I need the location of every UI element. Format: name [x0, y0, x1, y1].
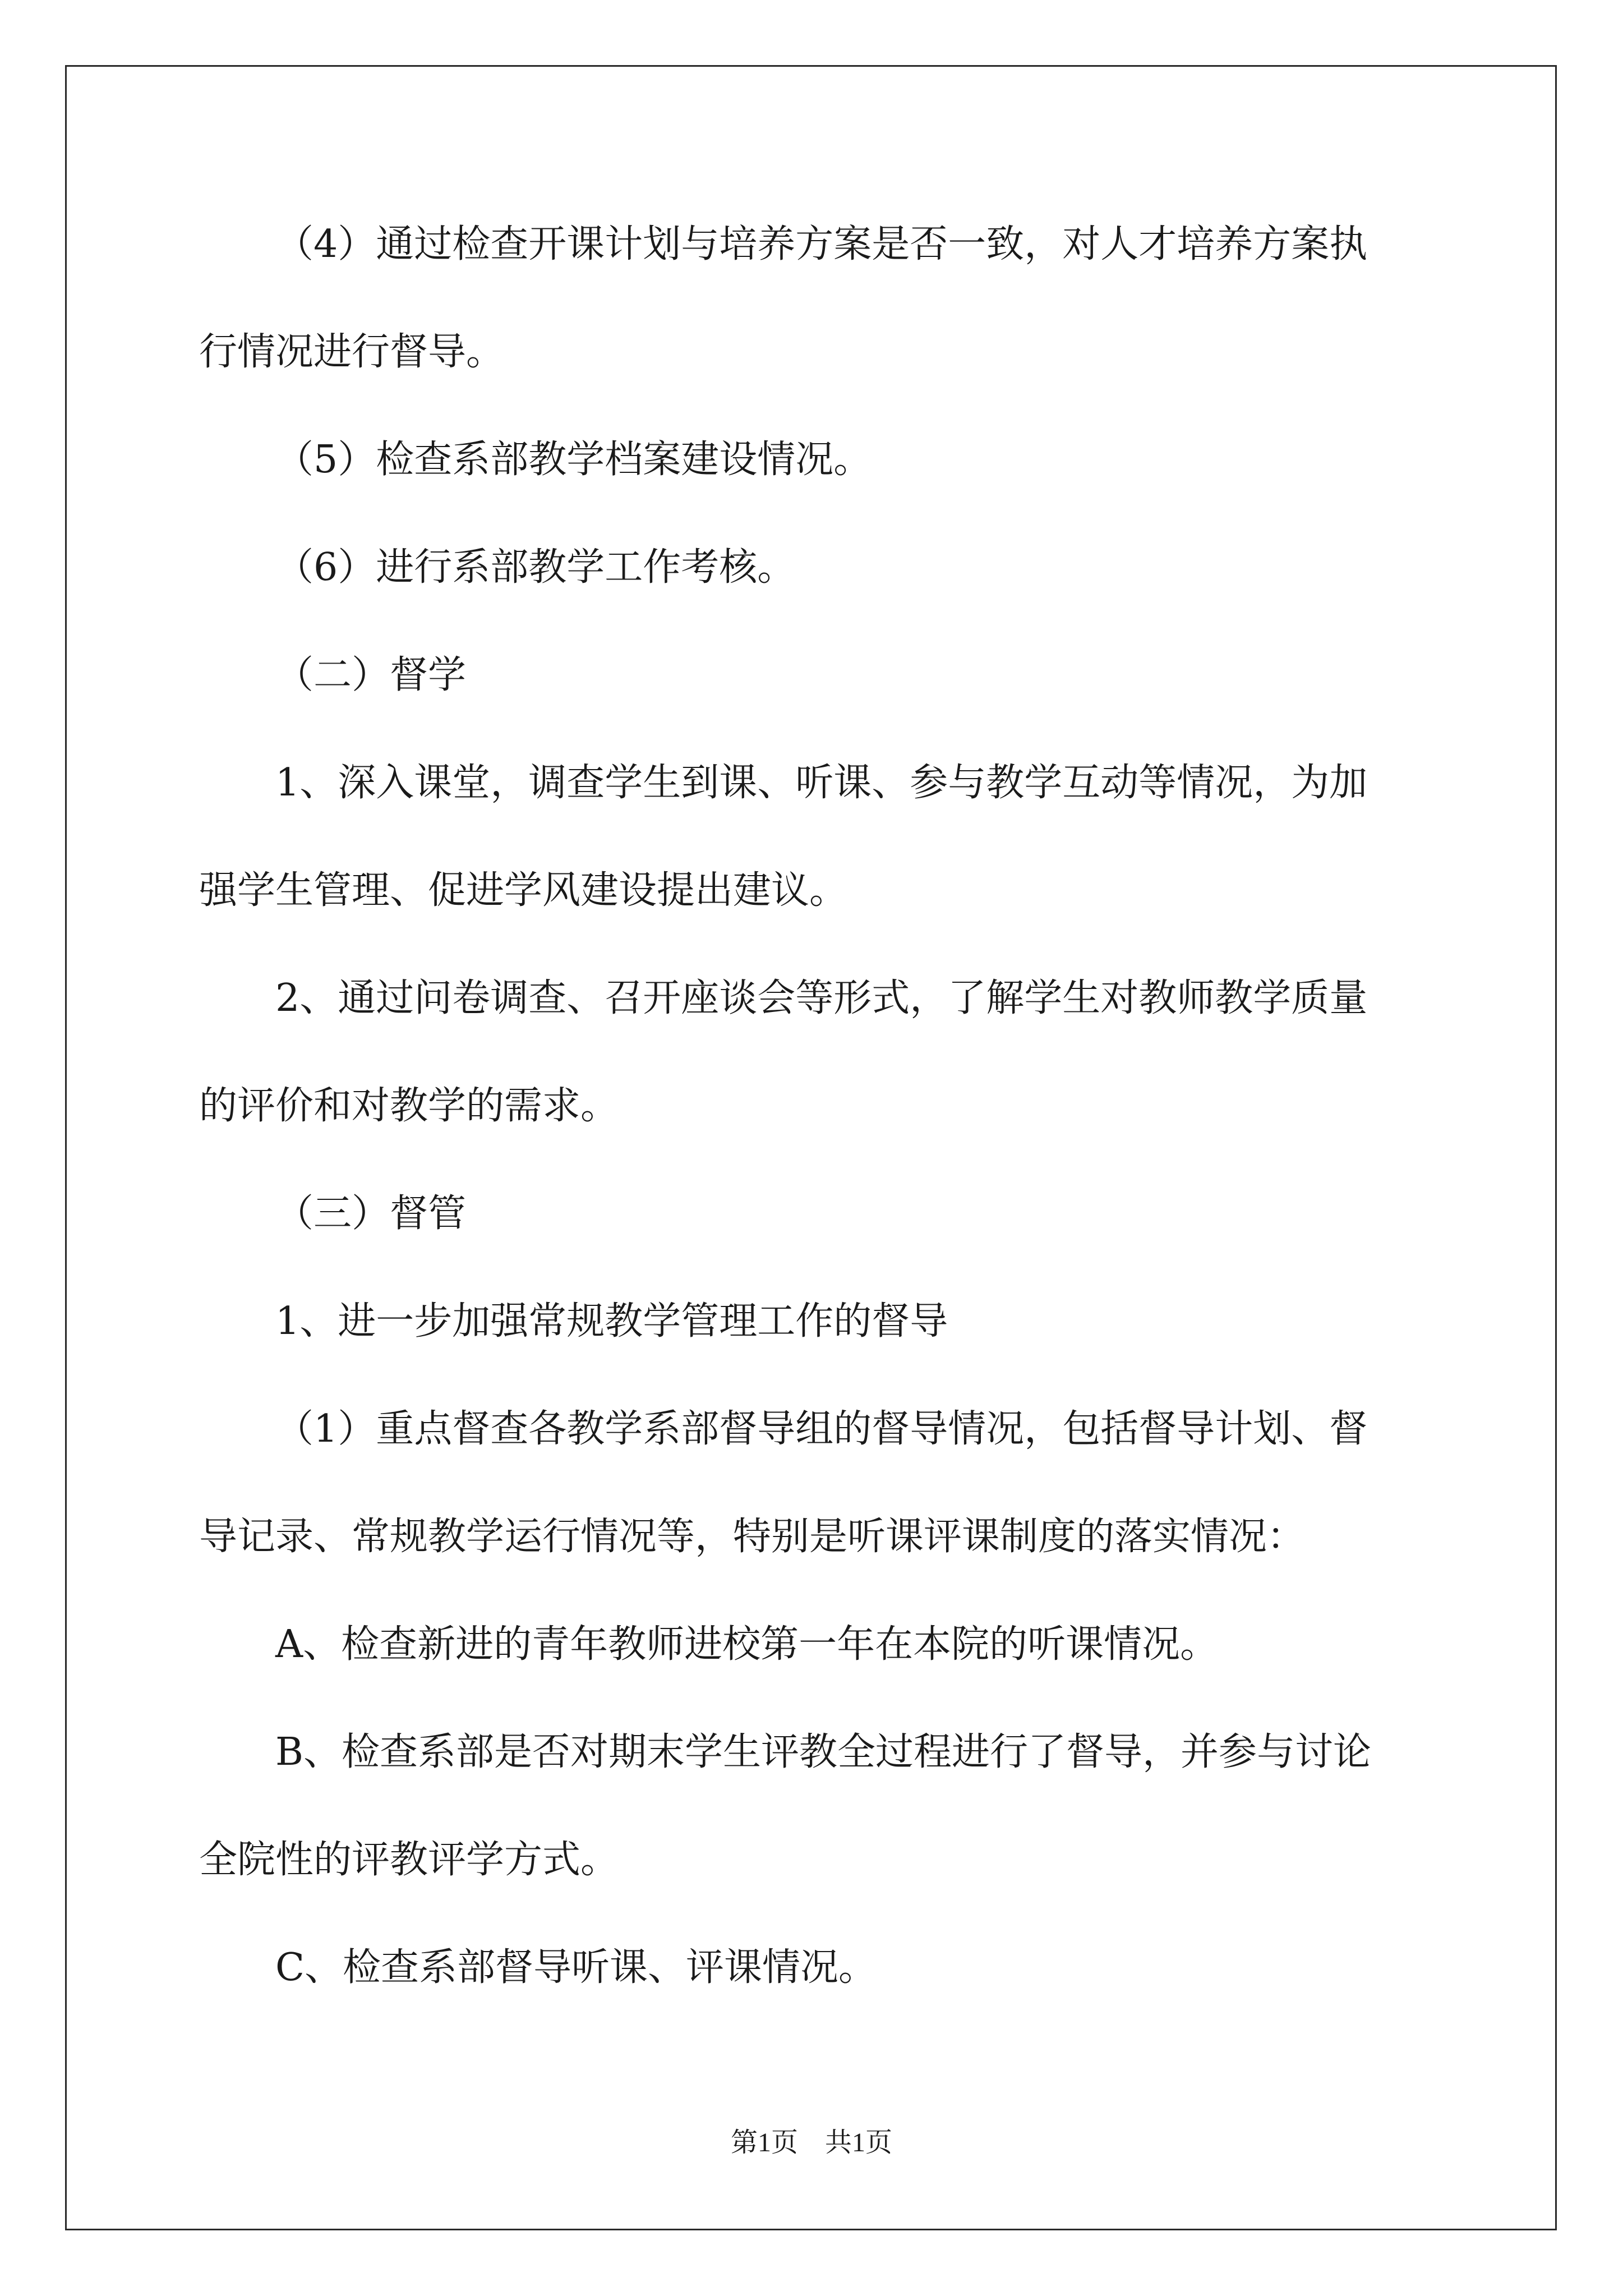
duguan-item-1: 1、进一步加强常规教学管理工作的督导 [275, 1299, 948, 1343]
item-c: C、检查系部督导听课、评课情况。 [275, 1945, 877, 1990]
item-a: A、检查新进的青年教师进校第一年在本院的听课情况。 [275, 1622, 1219, 1667]
duguan-sub-1-line-1: （1）重点督查各教学系部督导组的督导情况，包括督导计划、督 [275, 1407, 1368, 1451]
page-border [65, 65, 1557, 2230]
paragraph-4-line-2: 行情况进行督导。 [199, 330, 505, 374]
dux-item-1-line-2: 强学生管理、促进学风建设提出建议。 [199, 868, 848, 913]
paragraph-4-line-1: （4）通过检查开课计划与培养方案是否一致，对人才培养方案执 [275, 222, 1368, 266]
dux-item-2-line-1: 2、通过问卷调查、召开座谈会等形式，了解学生对教师教学质量 [275, 976, 1368, 1020]
dux-item-1-line-1: 1、深入课堂，调查学生到课、听课、参与教学互动等情况，为加 [275, 761, 1368, 805]
page-footer [0, 2126, 1623, 2160]
section-heading-duguan: （三）督管 [275, 1191, 467, 1236]
page-number: 第1页 [730, 2128, 798, 2157]
duguan-sub-1-line-2: 导记录、常规教学运行情况等，特别是听课评课制度的落实情况： [199, 1515, 1306, 1559]
item-b-line-2: 全院性的评教评学方式。 [199, 1838, 619, 1882]
section-heading-dux: （二）督学 [275, 653, 467, 697]
paragraph-6: （6）进行系部教学工作考核。 [275, 545, 796, 590]
page-total: 共1页 [825, 2128, 893, 2157]
item-b-line-1: B、检查系部是否对期末学生评教全过程进行了督导，并参与讨论 [275, 1730, 1371, 1774]
paragraph-5: （5）检查系部教学档案建设情况。 [275, 438, 872, 482]
dux-item-2-line-2: 的评价和对教学的需求。 [199, 1084, 619, 1128]
